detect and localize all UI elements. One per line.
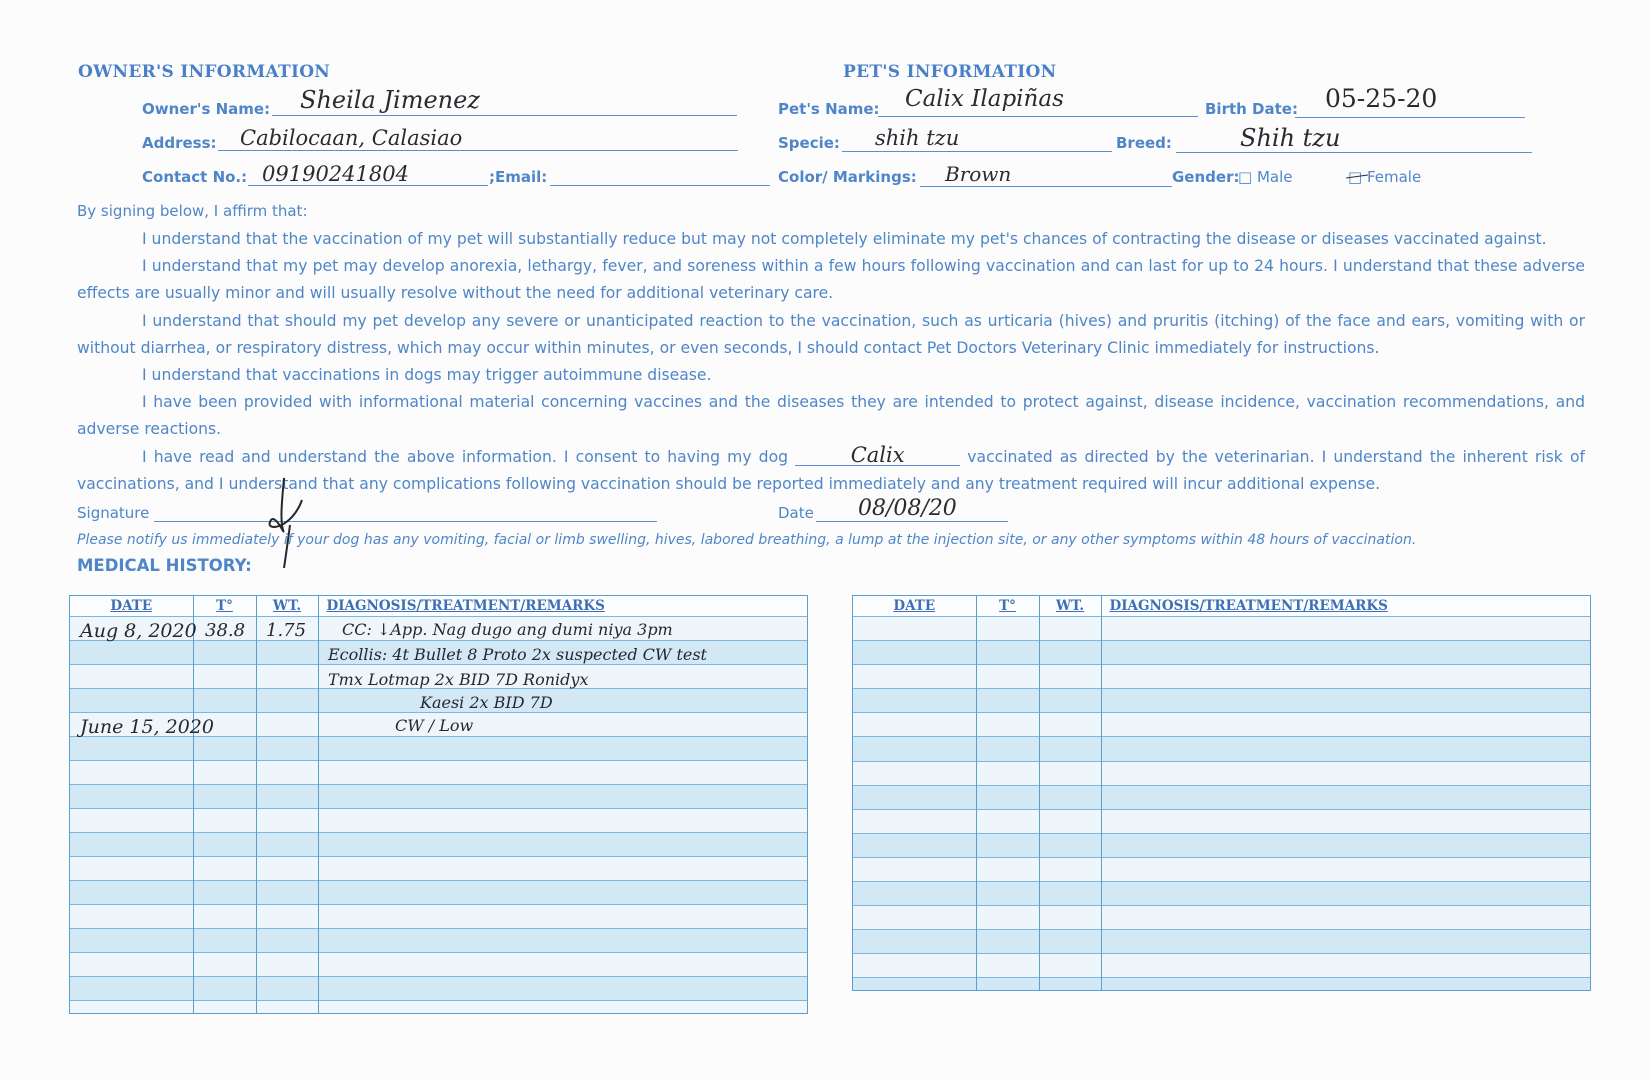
entry-3-remarks: Tmx Lotmap 2x BID 7D Ronidyx <box>328 670 589 689</box>
consent-p2: I understand that my pet may develop anorexia, lethargy, fever, and soreness within a few hours following vaccination and can last for up to 24 hours. I understand that these adverse effects are usually minor and will usually resolve without the need for additional veterinary care. <box>77 257 1585 303</box>
pet-name-field[interactable]: Calix Ilapiñas <box>905 86 1064 112</box>
specie-field[interactable]: shih tzu <box>875 126 960 150</box>
gender-female-option[interactable]: □ Female <box>1348 168 1422 186</box>
signature-label: Signature <box>77 504 150 522</box>
col-wt-header: WT. <box>1039 596 1101 617</box>
contact-label: Contact No.: <box>142 168 248 186</box>
consent-intro: By signing below, I affirm that: <box>77 202 308 220</box>
consent-p5: I have been provided with informational material concerning vaccines and the diseases they are intended to protect against, disease incidence, vaccination recommendations, and adverse reactions. <box>77 393 1585 439</box>
medical-history-heading: MEDICAL HISTORY: <box>77 556 252 575</box>
birth-date-line <box>1295 117 1525 118</box>
consent-p6-b: vaccinated as directed by the veterinarian. I understand the inherent risk of vaccinations, and I understand that any complications following vaccination should be reported immediately and any treatment required will incur additional expense. <box>77 447 1585 493</box>
signature-line[interactable] <box>154 521 657 522</box>
col-date-header: DATE <box>853 596 976 617</box>
pet-name-line <box>878 116 1198 117</box>
breed-line <box>1176 152 1532 153</box>
medical-table-right <box>852 595 1591 991</box>
email-line <box>550 185 770 186</box>
entry-2-remarks: Ecollis: 4t Bullet 8 Proto 2x suspected CW test <box>328 645 707 664</box>
col-remarks-header: DIAGNOSIS/TREATMENT/REMARKS <box>318 596 807 617</box>
entry-1-remarks: CC: ↓App. Nag dugo ang dumi niya 3pm <box>342 620 673 639</box>
owner-info-heading: OWNER'S INFORMATION <box>78 62 331 82</box>
contact-field[interactable]: 09190241804 <box>262 162 409 186</box>
owner-name-field[interactable]: Sheila Jimenez <box>300 86 480 114</box>
color-label: Color/ Markings: <box>778 168 917 186</box>
date-line <box>816 521 1008 522</box>
entry-4-remarks: Kaesi 2x BID 7D <box>420 693 553 712</box>
breed-field[interactable]: Shih tzu <box>1240 124 1341 152</box>
birth-date-label: Birth Date: <box>1205 100 1298 118</box>
address-field[interactable]: Cabilocaan, Calasiao <box>240 126 463 150</box>
consent-p3: I understand that should my pet develop any severe or unanticipated reaction to the vaccination, such as urticaria (hives) and pruritis (itching) of the face and ears, vomiting with or without diarrhea, or respiratory distress, which may occur within minutes, or even seconds, I should contact Pet Doctors Veterinary Clinic immediately for instructions. <box>77 311 1585 357</box>
col-date-header: DATE <box>70 596 193 617</box>
entry-1-date: Aug 8, 2020 <box>80 620 197 642</box>
col-wt-header: WT. <box>256 596 318 617</box>
address-line <box>218 150 738 151</box>
col-remarks-header: DIAGNOSIS/TREATMENT/REMARKS <box>1101 596 1590 617</box>
dog-name-field[interactable]: Calix <box>795 445 960 466</box>
date-field[interactable]: 08/08/20 <box>858 496 957 521</box>
consent-p1: I understand that the vaccination of my pet will substantially reduce but may not completely eliminate my pet's chances of contracting the disease or diseases vaccinated against. <box>142 230 1547 248</box>
pet-name-label: Pet's Name: <box>778 100 880 118</box>
owner-name-label: Owner's Name: <box>142 100 271 118</box>
address-label: Address: <box>142 134 217 152</box>
notify-notice: Please notify us immediately if your dog has any vomiting, facial or limb swelling, hives, labored breathing, a lump at the injection site, or any other symptoms within 48 hours of vaccination. <box>77 532 1417 548</box>
gender-label: Gender: <box>1172 168 1240 186</box>
date-label: Date <box>778 504 814 522</box>
owner-name-line <box>272 115 737 116</box>
col-temp-header: T° <box>976 596 1039 617</box>
specie-line <box>842 151 1112 152</box>
entry-1-temp: 38.8 <box>205 620 246 641</box>
consent-paragraphs <box>77 226 1585 498</box>
color-line <box>920 186 1172 187</box>
signature-scribble <box>262 470 322 570</box>
birth-date-field[interactable]: 05-25-20 <box>1325 84 1438 113</box>
entry-1-wt: 1.75 <box>266 620 307 641</box>
gender-male-option[interactable]: □ Male <box>1238 168 1293 186</box>
entry-5-date: June 15, 2020 <box>80 716 214 738</box>
email-label: ;Email: <box>489 168 548 186</box>
color-field[interactable]: Brown <box>945 162 1012 186</box>
col-temp-header: T° <box>193 596 256 617</box>
consent-p4: I understand that vaccinations in dogs may trigger autoimmune disease. <box>142 366 712 385</box>
pet-info-heading: PET'S INFORMATION <box>843 62 1057 82</box>
consent-p6-a: I have read and understand the above information. I consent to having my dog <box>142 447 789 466</box>
specie-label: Specie: <box>778 134 840 152</box>
breed-label: Breed: <box>1116 134 1172 152</box>
entry-5-remarks: CW / Low <box>395 716 474 735</box>
